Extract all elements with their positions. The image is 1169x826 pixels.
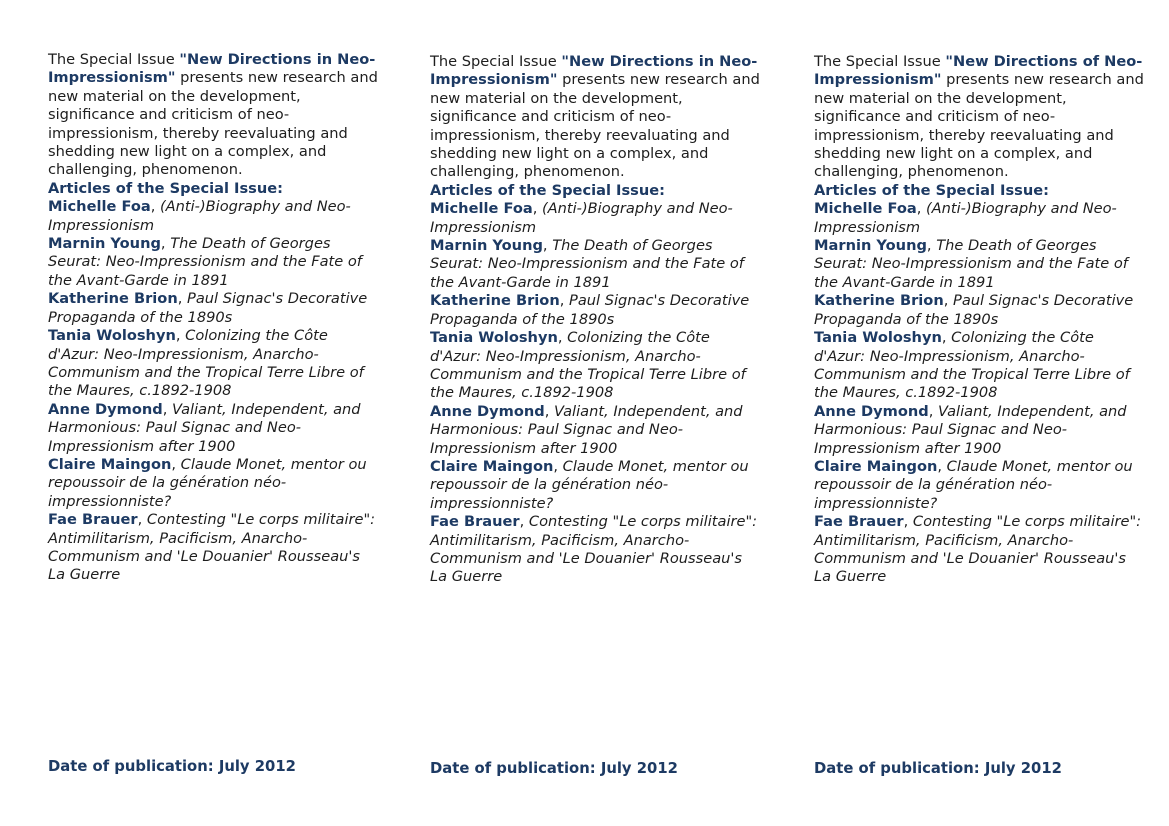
intro-body: presents new research and new material on the development, significance and criticism of neo-impressionism, thereby reevaluating and shedding new light on a complex, and challenging, phenomenon. [48, 69, 378, 179]
column-2 [430, 53, 760, 587]
article-sep: , [177, 290, 188, 308]
article-sep: , [559, 292, 570, 310]
article-author: Anne Dymond [814, 402, 929, 420]
articles-heading: Articles of the Special Issue: [48, 179, 283, 197]
article-sep: , [916, 200, 926, 218]
intro-prefix: The Special Issue [48, 51, 180, 68]
articles-heading: Articles of the Special Issue: [430, 181, 665, 199]
article-title: The Death of Georges Seurat: Neo-Impressionism and the Fate of the Avant-Garde in 1891 [814, 237, 1128, 291]
article-author: Katherine Brion [48, 290, 178, 308]
article-title: Colonizing the Côte d'Azur: Neo-Impressionism, Anarcho-Communism and the Tropical Terre Libre of the Maures, c.1892-1908 [814, 329, 1130, 402]
intro-paragraph [814, 53, 1144, 182]
article-title: Claude Monet, mentor ou repoussoir de la génération néo-impressionniste? [48, 455, 367, 510]
article-sep: , [926, 237, 937, 255]
article-author: Fae Brauer [48, 511, 138, 529]
article-item [48, 198, 378, 235]
intro-paragraph [48, 51, 378, 180]
article-title: Contesting "Le corps militaire": Antimilitarism, Pacificism, Anarcho-Communism and 'Le Douanier' Rousseau's La Guerre [430, 513, 758, 586]
article-item [814, 403, 1144, 458]
article-sep: , [137, 511, 147, 529]
article-author: Claire Maingon [814, 457, 938, 475]
article-sep: , [150, 198, 160, 216]
article-title: Valiant, Independent, and Harmonious: Paul Signac and Neo-Impressionism after 1900 [430, 402, 743, 457]
article-sep: , [557, 329, 568, 347]
article-item [814, 458, 1144, 513]
intro-body: presents new research and new material on the development, significance and criticism of neo-impressionism, thereby reevaluating and shedding new light on a complex, and challenging, phenomenon. [430, 71, 760, 181]
article-item [48, 327, 378, 401]
issue-title: "New Directions of Neo-Impressionism" [814, 53, 1143, 89]
article-title: Valiant, Independent, and Harmonious: Paul Signac and Neo-Impressionism after 1900 [48, 400, 361, 455]
article-sep: , [171, 455, 181, 473]
article-author: Katherine Brion [814, 292, 944, 310]
intro-prefix: The Special Issue [814, 53, 946, 70]
articles-heading: Articles of the Special Issue: [814, 181, 1049, 199]
article-title: The Death of Georges Seurat: Neo-Impressionism and the Fate of the Avant-Garde in 1891 [48, 235, 362, 289]
article-item [48, 401, 378, 456]
issue-title: "New Directions in Neo-Impressionism" [48, 51, 376, 87]
article-item [48, 456, 378, 511]
article-title: (Anti-)Biography and Neo-Impressionism [814, 200, 1117, 236]
article-author: Fae Brauer [814, 513, 904, 531]
article-item [430, 237, 760, 292]
article-title: Claude Monet, mentor ou repoussoir de la génération néo-impressionniste? [430, 457, 749, 512]
publication-date: Date of publication: July 2012 [814, 760, 1062, 777]
article-sep: , [532, 200, 542, 218]
article-sep: , [928, 402, 939, 420]
article-item [814, 200, 1144, 237]
article-author: Tania Woloshyn [430, 329, 558, 347]
article-sep: , [553, 457, 563, 475]
article-sep: , [903, 513, 913, 531]
article-title: (Anti-)Biography and Neo-Impressionism [48, 198, 351, 234]
article-author: Claire Maingon [48, 455, 172, 473]
article-author: Michelle Foa [814, 200, 917, 218]
article-author: Tania Woloshyn [814, 329, 942, 347]
article-title: Contesting "Le corps militaire": Antimilitarism, Pacificism, Anarcho-Communism and 'Le Douanier' Rousseau's La Guerre [814, 513, 1142, 586]
publication-date: Date of publication: July 2012 [430, 760, 678, 777]
article-author: Anne Dymond [48, 400, 163, 418]
article-sep: , [943, 292, 954, 310]
article-sep: , [160, 235, 171, 253]
article-item [814, 513, 1144, 587]
intro-prefix: The Special Issue [430, 53, 562, 70]
article-item [48, 511, 378, 585]
article-author: Fae Brauer [430, 513, 520, 531]
article-title: (Anti-)Biography and Neo-Impressionism [430, 200, 733, 236]
article-author: Marnin Young [48, 235, 161, 253]
article-title: Claude Monet, mentor ou repoussoir de la génération néo-impressionniste? [814, 457, 1133, 512]
article-title: Contesting "Le corps militaire": Antimilitarism, Pacificism, Anarcho-Communism and 'Le Douanier' Rousseau's La Guerre [48, 511, 376, 584]
intro-paragraph [430, 53, 760, 182]
article-author: Marnin Young [814, 237, 927, 255]
article-title: Valiant, Independent, and Harmonious: Paul Signac and Neo-Impressionism after 1900 [814, 402, 1127, 457]
article-sep: , [162, 400, 173, 418]
article-item [814, 237, 1144, 292]
article-title: Paul Signac's Decorative Propaganda of the 1890s [430, 292, 750, 328]
article-item [430, 200, 760, 237]
article-author: Michelle Foa [430, 200, 533, 218]
article-item [430, 458, 760, 513]
issue-title: "New Directions in Neo-Impressionism" [430, 53, 758, 89]
article-title: The Death of Georges Seurat: Neo-Impressionism and the Fate of the Avant-Garde in 1891 [430, 237, 744, 291]
column-3 [814, 53, 1144, 587]
article-title: Paul Signac's Decorative Propaganda of the 1890s [814, 292, 1134, 328]
article-item [814, 292, 1144, 329]
intro-body: presents new research and new material on the development, significance and criticism of neo-impressionism, thereby reevaluating and shedding new light on a complex, and challenging, phenomenon. [814, 71, 1144, 181]
article-author: Michelle Foa [48, 198, 151, 216]
article-title: Colonizing the Côte d'Azur: Neo-Impressionism, Anarcho-Communism and the Tropical Terre Libre of the Maures, c.1892-1908 [48, 327, 364, 400]
article-title: Paul Signac's Decorative Propaganda of the 1890s [48, 290, 368, 326]
publication-date: Date of publication: July 2012 [48, 758, 296, 775]
article-author: Anne Dymond [430, 402, 545, 420]
article-author: Katherine Brion [430, 292, 560, 310]
article-item [430, 329, 760, 403]
article-author: Tania Woloshyn [48, 327, 176, 345]
article-item [430, 403, 760, 458]
article-sep: , [544, 402, 555, 420]
article-item [48, 235, 378, 290]
article-author: Marnin Young [430, 237, 543, 255]
article-sep: , [519, 513, 529, 531]
article-item [48, 290, 378, 327]
article-item [814, 329, 1144, 403]
article-title: Colonizing the Côte d'Azur: Neo-Impressionism, Anarcho-Communism and the Tropical Terre Libre of the Maures, c.1892-1908 [430, 329, 746, 402]
article-item [430, 513, 760, 587]
column-1 [48, 51, 378, 585]
article-sep: , [542, 237, 553, 255]
article-item [430, 292, 760, 329]
article-sep: , [941, 329, 952, 347]
article-sep: , [175, 327, 186, 345]
article-author: Claire Maingon [430, 457, 554, 475]
article-sep: , [937, 457, 947, 475]
